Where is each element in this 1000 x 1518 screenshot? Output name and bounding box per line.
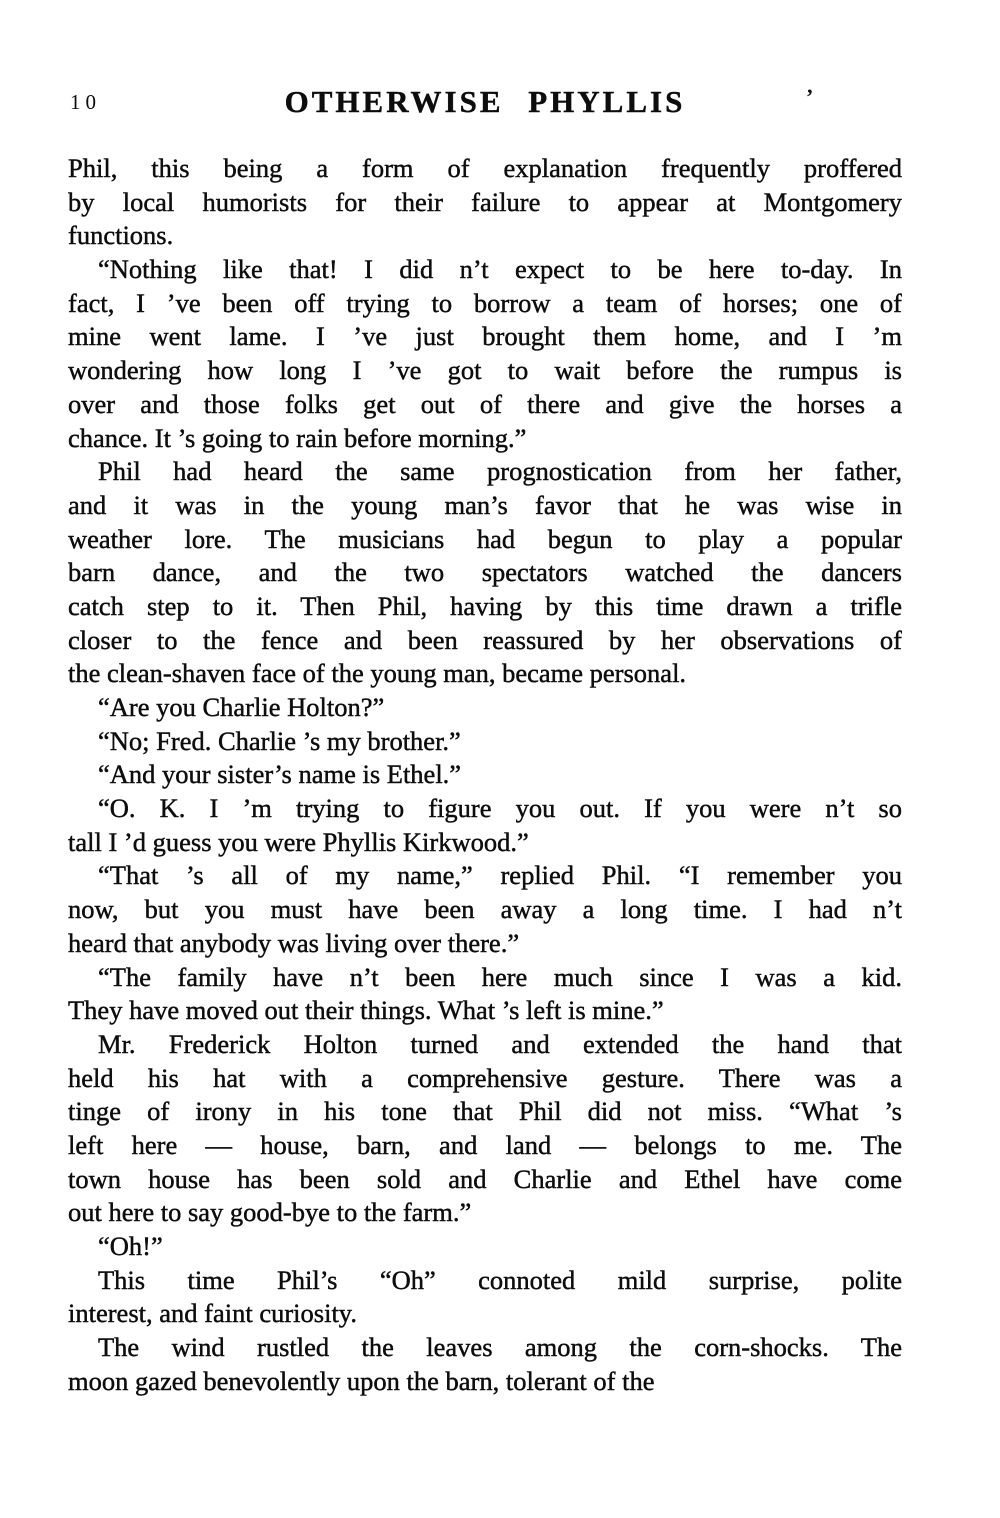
text-line: Phil, this being a form of explanation frequently proffered: [68, 153, 902, 183]
text-line: mine went lame. I ’ve just brought them home, and I ’m: [68, 321, 902, 352]
page-title: OTHERWISE PHYLLIS: [284, 84, 686, 119]
text-line: “Nothing like that! I did n’t expect to be here to-day. In: [98, 254, 902, 285]
text-line: heard that anybody was living over there.”: [68, 927, 520, 958]
text-line: the clean-shaven face of the young man, became personal.: [68, 658, 687, 689]
text-line: held his hat with a comprehensive gesture. There was a: [68, 1062, 902, 1093]
page-header: [0, 0, 1000, 130]
text-line: left here — house, barn, and land — belongs to me. The: [68, 1129, 902, 1160]
stray-print-mark: ’: [806, 84, 814, 109]
text-line: tall I ’d guess you were Phyllis Kirkwood.”: [68, 826, 529, 857]
text-line: interest, and faint curiosity.: [68, 1298, 357, 1329]
text-line: fact, I ’ve been off trying to borrow a team of horses; one of: [68, 287, 902, 318]
text-line: closer to the fence and been reassured by her observations of: [68, 624, 902, 655]
text-line: barn dance, and the two spectators watched the dancers: [68, 557, 902, 588]
text-line: The wind rustled the leaves among the corn-shocks. The: [98, 1332, 902, 1363]
text-line: chance. It ’s going to rain before morning.”: [68, 422, 527, 453]
text-line: “No; Fred. Charlie ’s my brother.”: [98, 725, 461, 756]
paragraph: [68, 253, 902, 455]
text-line: Mr. Frederick Holton turned and extended the hand that: [98, 1028, 902, 1059]
paragraph: [68, 792, 902, 859]
paragraph: [68, 1230, 902, 1264]
paragraph: [68, 725, 902, 759]
paragraph: [68, 758, 902, 792]
text-line: over and those folks get out of there and give the horses a: [68, 388, 902, 419]
text-block: [68, 152, 902, 1398]
text-line: functions.: [68, 220, 174, 251]
text-line: town house has been sold and Charlie and Ethel have come: [68, 1163, 902, 1194]
text-line: “The family have n’t been here much since I was a kid.: [98, 961, 902, 992]
text-line: “That ’s all of my name,” replied Phil. “I remember you: [98, 860, 902, 891]
text-line: wondering how long I ’ve got to wait before the rumpus is: [68, 355, 902, 386]
paragraph: [68, 691, 902, 725]
text-line: moon gazed benevolently upon the barn, tolerant of the: [68, 1365, 655, 1396]
text-line: They have moved out their things. What ’s left is mine.”: [68, 995, 664, 1026]
text-line: by local humorists for their failure to appear at Montgomery: [68, 186, 902, 217]
text-line: catch step to it. Then Phil, having by this time drawn a trifle: [68, 590, 902, 621]
text-line: now, but you must have been away a long time. I had n’t: [68, 894, 902, 925]
text-line: This time Phil’s “Oh” connoted mild surprise, polite: [98, 1264, 902, 1295]
text-line: “And your sister’s name is Ethel.”: [98, 759, 462, 790]
paragraph: [68, 859, 902, 960]
text-line: Phil had heard the same prognostication from her father,: [98, 456, 902, 487]
paragraph: [68, 1331, 902, 1398]
page-number: 10: [70, 90, 101, 114]
text-line: out here to say good-bye to the farm.”: [68, 1197, 472, 1228]
paragraph: [68, 1264, 902, 1331]
text-line: tinge of irony in his tone that Phil did not miss. “What ’s: [68, 1096, 902, 1127]
paragraph: [68, 152, 902, 253]
paragraph: [68, 961, 902, 1028]
text-line: weather lore. The musicians had begun to play a popular: [68, 523, 902, 554]
text-line: “Oh!”: [98, 1231, 163, 1261]
text-line: “Are you Charlie Holton?”: [98, 692, 385, 722]
text-line: and it was in the young man’s favor that he was wise in: [68, 489, 902, 520]
paragraph: [68, 1028, 902, 1230]
text-line: “O. K. I ’m trying to figure you out. If you were n’t so: [98, 793, 902, 824]
paragraph: [68, 455, 902, 691]
